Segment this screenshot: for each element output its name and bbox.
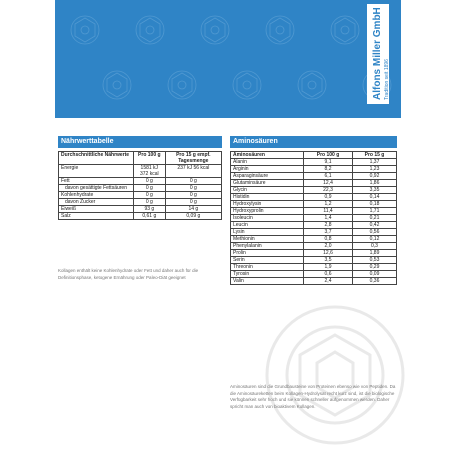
amino-cell-per100: 1,4 <box>304 215 353 222</box>
amino-row <box>231 187 397 194</box>
amino-cell-per100: 3,5 <box>304 257 353 264</box>
amino-header-per15: Pro 15 g <box>352 152 396 159</box>
amino-cell-per15: 3,35 <box>352 187 396 194</box>
nutrition-header-per100: Pro 100 g <box>133 152 165 165</box>
amino-cell-per100: 8,2 <box>304 166 353 173</box>
amino-row <box>231 271 397 278</box>
amino-row <box>231 194 397 201</box>
nutrition-cell-per15: 14 g <box>165 206 221 213</box>
nutrition-row <box>59 165 222 178</box>
nutrition-cell-label: Kohlenhydrate <box>59 192 134 199</box>
amino-cell-name: Serin <box>231 257 304 264</box>
nutrition-table <box>58 151 222 220</box>
brand-text <box>372 7 390 100</box>
amino-row <box>231 201 397 208</box>
nutrition-title: Nährwerttabelle <box>58 136 222 148</box>
amino-cell-name: Tyrosin <box>231 271 304 278</box>
amino-cell-per15: 0,42 <box>352 222 396 229</box>
ornament-pattern <box>55 0 401 118</box>
amino-cell-name: Glutaminsäure <box>231 180 304 187</box>
amino-cell-per15: 0,56 <box>352 229 396 236</box>
amino-row <box>231 229 397 236</box>
amino-cell-name: Phenylalanin <box>231 243 304 250</box>
amino-cell-per100: 9,1 <box>304 159 353 166</box>
nutrition-cell-label: Eiweiß <box>59 206 134 213</box>
nutrition-cell-per100: 1581 kJ 372 kcal <box>133 165 165 178</box>
amino-cell-name: Asparaginsäure <box>231 173 304 180</box>
amino-cell-name: Hydroxyprolin <box>231 208 304 215</box>
amino-cell-per15: 1,89 <box>352 250 396 257</box>
amino-row <box>231 278 397 285</box>
nutrition-cell-per100: 0,61 g <box>133 213 165 220</box>
amino-cell-name: Alanin <box>231 159 304 166</box>
amino-cell-name: Glycin <box>231 187 304 194</box>
nutrition-cell-per100: 0 g <box>133 185 165 192</box>
amino-cell-per15: 1,86 <box>352 180 396 187</box>
amino-row <box>231 250 397 257</box>
amino-row <box>231 208 397 215</box>
amino-cell-name: Threonin <box>231 264 304 271</box>
amino-cell-per100: 0,8 <box>304 236 353 243</box>
amino-cell-per100: 0,9 <box>304 194 353 201</box>
amino-cell-per100: 11,4 <box>304 208 353 215</box>
amino-cell-name: Valin <box>231 278 304 285</box>
amino-header-row <box>231 152 397 159</box>
amino-cell-per100: 3,7 <box>304 229 353 236</box>
nutrition-cell-per15: 237 kJ 56 kcal <box>165 165 221 178</box>
nutrition-cell-label: Salz <box>59 213 134 220</box>
amino-row <box>231 215 397 222</box>
amino-header-per100: Pro 100 g <box>304 152 353 159</box>
watermark-logo <box>250 300 420 450</box>
amino-cell-per100: 6,1 <box>304 173 353 180</box>
nutrition-cell-label: davon Zucker <box>59 199 134 206</box>
amino-row <box>231 222 397 229</box>
amino-cell-name: Isoleucin <box>231 215 304 222</box>
amino-cell-name: Arginin <box>231 166 304 173</box>
amino-title: Aminosäuren <box>230 136 397 148</box>
amino-cell-per15: 0,14 <box>352 194 396 201</box>
nutrition-header-per15: Pro 15 g empf. Tagesmenge <box>165 152 221 165</box>
amino-cell-name: Leucin <box>231 222 304 229</box>
amino-cell-per100: 22,3 <box>304 187 353 194</box>
amino-row <box>231 180 397 187</box>
nutrition-cell-per15: 0,09 g <box>165 213 221 220</box>
amino-cell-name: Hydroxylysin <box>231 201 304 208</box>
amino-cell-per15: 0,53 <box>352 257 396 264</box>
nutrition-cell-per15: 0 g <box>165 192 221 199</box>
nutrition-cell-per100: 0 g <box>133 178 165 185</box>
amino-header-name: Aminosäuren <box>231 152 304 159</box>
amino-cell-per15: 1,37 <box>352 159 396 166</box>
amino-row <box>231 243 397 250</box>
amino-cell-per100: 2,4 <box>304 278 353 285</box>
nutrition-cell-per15: 0 g <box>165 185 221 192</box>
amino-row <box>231 257 397 264</box>
amino-note: Aminosäuren sind die Grundbausteine von Proteinen ebenso wie von Peptiden. Da die Aminosäureketten beim Kollagen-Hydrolysat recht kurz sind, ist die biologische Verfügbarkeit sehr hoch und sie können schneller aufgenommen werden. Daher spricht man auch von bioaktivem Kollagen. <box>230 384 396 409</box>
nutrition-header-row <box>59 152 222 165</box>
nutrition-cell-label: Fett <box>59 178 134 185</box>
nutrition-cell-label: Energie <box>59 165 134 178</box>
amino-row <box>231 264 397 271</box>
brand-label <box>367 4 389 104</box>
nutrition-row <box>59 206 222 213</box>
amino-row <box>231 173 397 180</box>
nutrition-cell-per100: 93 g <box>133 206 165 213</box>
nutrition-note: Kollagen enthält keine Kohlenhydrate oder Fett und daher auch für die Definitionsphase, ketogene Ernährung oder Paleo-Diät geeignet <box>58 268 199 280</box>
nutrition-cell-label: davon gesättigte Fettsäuren <box>59 185 134 192</box>
amino-cell-per15: 0,36 <box>352 278 396 285</box>
brand-tagline: Tradition seit 1896 <box>384 59 390 100</box>
amino-cell-name: Methionin <box>231 236 304 243</box>
amino-cell-per15: 0,29 <box>352 264 396 271</box>
nutrition-cell-per100: 0 g <box>133 199 165 206</box>
amino-cell-per15: 0,3 <box>352 243 396 250</box>
nutrition-row <box>59 213 222 220</box>
amino-cell-per15: 0,18 <box>352 201 396 208</box>
amino-cell-per100: 2,8 <box>304 222 353 229</box>
amino-cell-per15: 0,21 <box>352 215 396 222</box>
amino-cell-per15: 0,92 <box>352 173 396 180</box>
nutrition-panel <box>58 136 222 220</box>
amino-cell-per100: 12,4 <box>304 180 353 187</box>
amino-row <box>231 159 397 166</box>
header-banner <box>55 0 401 118</box>
amino-cell-per15: 0,12 <box>352 236 396 243</box>
nutrition-row <box>59 185 222 192</box>
amino-cell-per100: 1,2 <box>304 201 353 208</box>
amino-panel <box>230 136 397 285</box>
amino-row <box>231 236 397 243</box>
amino-cell-per15: 0,09 <box>352 271 396 278</box>
nutrition-header-label: Durchschnittliche Nährwerte <box>59 152 134 165</box>
nutrition-row <box>59 178 222 185</box>
brand-name: Alfons Miller GmbH <box>372 7 383 100</box>
amino-cell-per15: 1,23 <box>352 166 396 173</box>
nutrition-row <box>59 199 222 206</box>
amino-cell-per15: 1,71 <box>352 208 396 215</box>
amino-row <box>231 166 397 173</box>
amino-cell-per100: 2,0 <box>304 243 353 250</box>
nutrition-cell-per15: 0 g <box>165 178 221 185</box>
amino-cell-per100: 0,6 <box>304 271 353 278</box>
amino-cell-per100: 1,9 <box>304 264 353 271</box>
nutrition-row <box>59 192 222 199</box>
amino-table <box>230 151 397 285</box>
amino-cell-per100: 12,6 <box>304 250 353 257</box>
amino-cell-name: Prolin <box>231 250 304 257</box>
amino-cell-name: Histidin <box>231 194 304 201</box>
nutrition-cell-per15: 0 g <box>165 199 221 206</box>
amino-cell-name: Lysin <box>231 229 304 236</box>
nutrition-cell-per100: 0 g <box>133 192 165 199</box>
